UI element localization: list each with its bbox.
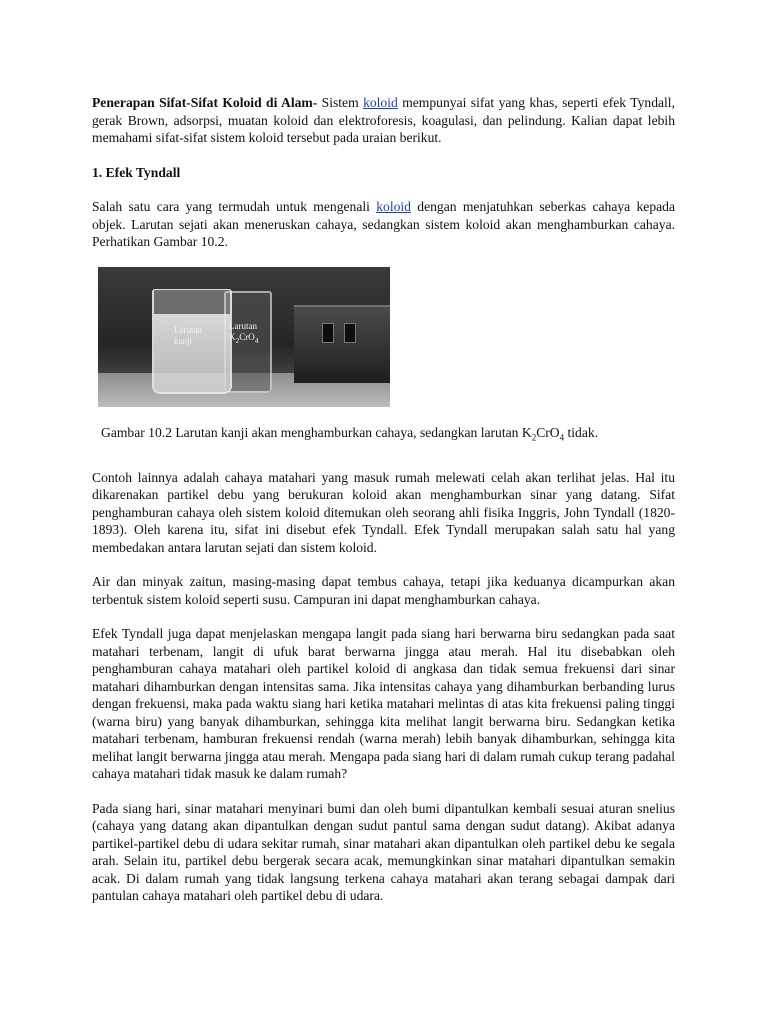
tyndall-intro-paragraph xyxy=(92,198,675,251)
beaker-label-kanji xyxy=(174,325,202,347)
caption-text-end: tidak. xyxy=(564,424,599,440)
beaker-label-k2cro4 xyxy=(229,321,259,346)
figure-photo xyxy=(98,267,390,407)
formula-sub-4: 4 xyxy=(254,335,259,345)
figure-10-2 xyxy=(92,267,675,447)
tyndall-text-after-link: dengan menjatuhkan seberkas cahaya kepada objek. Larutan sejati akan meneruskan cahaya, sedangkan sistem koloid akan menghamburkan cahaya. Perhatikan Gambar 10.2. xyxy=(92,199,675,249)
label-k2cro4-formula xyxy=(229,332,259,346)
caption-sub-4: 4 xyxy=(559,432,565,443)
koloid-link-intro[interactable]: koloid xyxy=(363,95,398,110)
intro-text-after-link: mempunyai sifat yang khas, seperti efek Tyndall, gerak Brown, adsorpsi, muatan koloid dan elektroforesis, koagulasi, dan pelindung. Kalian dapat lebih memahami sifat-sifat sistem koloid tersebut pada uraian berikut. xyxy=(92,95,675,145)
intro-lead-title: Penerapan Sifat-Sifat Koloid di Alam- xyxy=(92,95,318,110)
device-knob-icon xyxy=(322,323,334,343)
label-k2cro4-line1: Larutan xyxy=(229,320,257,331)
paragraph-langit-biru: Efek Tyndall juga dapat menjelaskan mengapa langit pada siang hari berwarna biru sedangkan pada saat matahari terbenam, langit di ufuk barat berwarna jingga atau merah. Hal itu disebabkan oleh penghamburan cahaya matahari oleh partikel koloid di angkasa dan tidak semua frekuensi dari sinar matahari dihamburkan dengan intensitas sama. Jika intensitas cahaya yang dihamburkan berbanding lurus dengan frekuensi, maka pada waktu siang hari ketika matahari melintas di atas kita frekuensi paling tinggi (warna biru) yang banyak dihamburkan, sehingga kita melihat langit berwarna biru. Sedangkan ketika matahari terbenam, hamburan frekuensi rendah (warna merah) lebih banyak dihamburkan, sehingga kita melihat langit berwarna jingga atau merah. Mengapa pada siang hari di dalam rumah cukup terang padahal cahaya matahari tidak masuk ke dalam rumah? xyxy=(92,626,675,782)
caption-sub-2: 2 xyxy=(531,432,537,443)
koloid-link-tyndall[interactable]: koloid xyxy=(376,199,411,214)
intro-text-before-link: Sistem xyxy=(317,95,364,110)
paragraph-siang-hari: Pada siang hari, sinar matahari menyinari bumi dan oleh bumi dipantulkan kembali sesuai aturan snelius (cahaya yang datang akan dipantulkan dengan sudut pantul sama dengan sudut datang). Akibat adanya partikel-partikel debu di udara sekitar rumah, sinar matahari akan dipantulkan oleh partikel debu ke segala arah. Selain itu, partikel debu bergerak secara acak, memungkinkan sinar matahari dipantulkan semakin acak. Di dalam rumah yang tidak langsung terkena cahaya matahari akan terang sebagai dampak dari pantulan cahaya matahari oleh partikel debu di udara. xyxy=(92,800,675,904)
section-heading-efek-tyndall: 1. Efek Tyndall xyxy=(92,164,181,180)
tyndall-text-before-link: Salah satu cara yang termudah untuk mengenali xyxy=(92,199,377,214)
label-kanji-line2: kanji xyxy=(174,335,192,346)
label-kanji-line1: Larutan xyxy=(174,324,202,335)
device-knob-icon xyxy=(344,323,356,343)
paragraph-contoh-lainnya: Contoh lainnya adalah cahaya matahari yang masuk rumah melewati celah akan terlihat jelas. Hal itu dikarenakan partikel debu yang berukuran koloid akan menghamburkan sinar yang datang. Sifat penghamburan cahaya oleh sistem koloid ditemukan oleh seorang ahli fisika Inggris, John Tyndall (1820-1893). Oleh karena itu, sifat ini disebut efek Tyndall. Efek Tyndall merupakan salah satu hal yang membedakan antara larutan sejati dan sistem koloid. xyxy=(92,469,675,555)
formula-k: K xyxy=(229,331,236,342)
light-source-box xyxy=(294,305,390,383)
caption-cro: CrO xyxy=(536,424,560,440)
paragraph-air-minyak: Air dan minyak zaitun, masing-masing dapat tembus cahaya, tetapi jika keduanya dicampurkan akan terbentuk sistem koloid seperti susu. Campuran ini dapat menghamburkan cahaya. xyxy=(92,574,675,607)
document-body xyxy=(92,94,675,905)
figure-caption xyxy=(101,424,675,447)
caption-text-start: Gambar 10.2 Larutan kanji akan menghamburkan cahaya, sedangkan larutan K xyxy=(101,424,532,440)
formula-sub-2: 2 xyxy=(235,335,240,345)
intro-paragraph xyxy=(92,94,675,147)
formula-cro: CrO xyxy=(239,331,255,342)
